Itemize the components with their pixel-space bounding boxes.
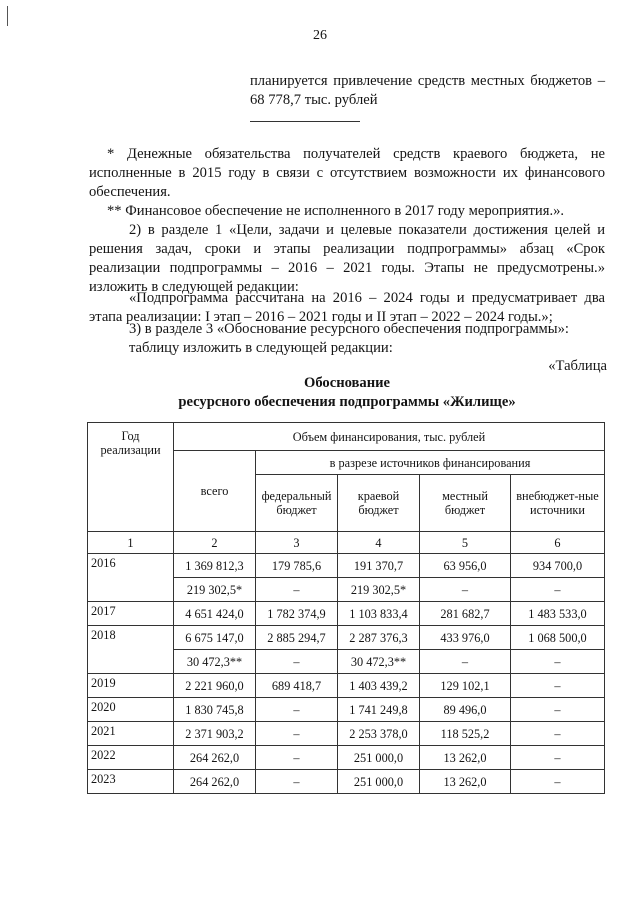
cell-local: – <box>420 578 511 602</box>
cell-extra: – <box>511 722 605 746</box>
cell-extra: 1 483 533,0 <box>511 602 605 626</box>
cell-federal: 2 885 294,7 <box>256 626 338 650</box>
footnote-1-line-3: обеспечения. <box>89 184 171 200</box>
table-row <box>88 626 605 650</box>
cell-year: 2022 <box>88 746 174 770</box>
cell-regional: 1 403 439,2 <box>338 674 420 698</box>
point-2-line-2: решения задач, сроки и этапы реализации подпрограммы» абзац «Срок <box>89 241 605 257</box>
cell-local: – <box>420 650 511 674</box>
cell-local: 118 525,2 <box>420 722 511 746</box>
cell-local: 281 682,7 <box>420 602 511 626</box>
cell-regional: 2 253 378,0 <box>338 722 420 746</box>
footnote-2-line: ** Финансовое обеспечение не исполненного в 2017 году мероприятия.». <box>107 203 565 219</box>
header-volume: Объем финансирования, тыс. рублей <box>174 423 605 451</box>
point-2-line-4: изложить в следующей редакции: <box>89 279 299 295</box>
intro-paragraph <box>250 72 605 110</box>
table-title-line-2: ресурсного обеспечения подпрограммы «Жилище» <box>178 394 516 410</box>
table-row <box>88 602 605 626</box>
cell-total: 1 369 812,3 <box>174 554 256 578</box>
column-number: 4 <box>338 532 420 554</box>
cell-total: 30 472,3** <box>174 650 256 674</box>
cell-federal: – <box>256 578 338 602</box>
cell-regional: 191 370,7 <box>338 554 420 578</box>
column-number: 1 <box>88 532 174 554</box>
cell-year: 2021 <box>88 722 174 746</box>
cell-federal: – <box>256 770 338 794</box>
header-federal: федеральный бюджет <box>256 475 338 532</box>
cell-year: 2020 <box>88 698 174 722</box>
footnote-1-line-1: * Денежные обязательства получателей средств краевого бюджета, не <box>107 146 605 162</box>
cell-total: 1 830 745,8 <box>174 698 256 722</box>
cell-regional: 219 302,5* <box>338 578 420 602</box>
cell-federal: – <box>256 722 338 746</box>
header-extra: внебюджет-ные источники <box>511 475 605 532</box>
header-local: местный бюджет <box>420 475 511 532</box>
cell-federal: 179 785,6 <box>256 554 338 578</box>
table-row <box>88 674 605 698</box>
cell-extra: 1 068 500,0 <box>511 626 605 650</box>
cell-regional: 1 103 833,4 <box>338 602 420 626</box>
cell-federal: – <box>256 650 338 674</box>
point-2-line-3: реализации подпрограммы – 2016 – 2021 годы. Этапы не предусмотрены.» <box>89 260 605 276</box>
point-3-line-2: таблицу изложить в следующей редакции: <box>129 340 393 356</box>
cell-year: 2019 <box>88 674 174 698</box>
cell-local: 433 976,0 <box>420 626 511 650</box>
cell-extra: – <box>511 770 605 794</box>
cell-regional: 2 287 376,3 <box>338 626 420 650</box>
header-year: Год реализации <box>88 423 174 532</box>
intro-line-1: планируется привлечение средств местных бюджетов – <box>250 73 605 89</box>
footnote-separator <box>250 121 360 122</box>
header-regional: краевой бюджет <box>338 475 420 532</box>
cell-extra: – <box>511 674 605 698</box>
column-number: 6 <box>511 532 605 554</box>
header-sources: в разрезе источников финансирования <box>256 451 605 475</box>
table-row <box>88 554 605 578</box>
intro-line-2: 68 778,7 тыс. рублей <box>250 92 378 108</box>
cell-extra: – <box>511 746 605 770</box>
cell-federal: 1 782 374,9 <box>256 602 338 626</box>
cell-extra: – <box>511 578 605 602</box>
cell-year: 2017 <box>88 602 174 626</box>
point-3-line-1: 3) в разделе 3 «Обоснование ресурсного обеспечения подпрограммы»: <box>129 321 569 337</box>
cell-extra: – <box>511 650 605 674</box>
cell-regional: 1 741 249,8 <box>338 698 420 722</box>
cell-regional: 30 472,3** <box>338 650 420 674</box>
footnote-1-line-2: исполненные в 2015 году в связи с отсутствием возможности их финансового <box>89 165 605 181</box>
cell-extra: 934 700,0 <box>511 554 605 578</box>
point-2-paragraph <box>89 221 605 297</box>
cell-total: 4 651 424,0 <box>174 602 256 626</box>
cell-total: 2 221 960,0 <box>174 674 256 698</box>
cell-local: 13 262,0 <box>420 746 511 770</box>
column-number: 2 <box>174 532 256 554</box>
scan-edge-mark <box>7 6 8 26</box>
cell-federal: 689 418,7 <box>256 674 338 698</box>
financing-table <box>87 422 605 794</box>
page-number: 26 <box>313 28 327 43</box>
cell-local: 63 956,0 <box>420 554 511 578</box>
column-number: 5 <box>420 532 511 554</box>
point-2-line-1: 2) в разделе 1 «Цели, задачи и целевые показатели достижения целей и <box>129 222 605 238</box>
point-3-paragraph <box>89 320 605 358</box>
table-caption: «Таблица <box>548 358 607 374</box>
cell-year: 2018 <box>88 626 174 674</box>
cell-regional: 251 000,0 <box>338 746 420 770</box>
quote-line-2: этапа реализации: I этап – 2016 – 2021 годы и II этап – 2022 – 2024 годы.»; <box>89 309 553 325</box>
table-row <box>88 722 605 746</box>
cell-federal: – <box>256 698 338 722</box>
column-number: 3 <box>256 532 338 554</box>
cell-total: 219 302,5* <box>174 578 256 602</box>
cell-regional: 251 000,0 <box>338 770 420 794</box>
quote-line-1: «Подпрограмма рассчитана на 2016 – 2024 годы и предусматривает два <box>129 290 605 306</box>
cell-federal: – <box>256 746 338 770</box>
table-row <box>88 770 605 794</box>
cell-total: 264 262,0 <box>174 770 256 794</box>
cell-extra: – <box>511 698 605 722</box>
footnote-2 <box>107 202 607 221</box>
table-row <box>88 698 605 722</box>
cell-total: 264 262,0 <box>174 746 256 770</box>
cell-year: 2016 <box>88 554 174 602</box>
cell-year: 2023 <box>88 770 174 794</box>
footnote-1 <box>89 145 605 202</box>
cell-local: 89 496,0 <box>420 698 511 722</box>
table-title-line-1: Обоснование <box>303 375 391 391</box>
cell-total: 6 675 147,0 <box>174 626 256 650</box>
cell-local: 129 102,1 <box>420 674 511 698</box>
header-total: всего <box>174 451 256 532</box>
table-row <box>88 746 605 770</box>
cell-total: 2 371 903,2 <box>174 722 256 746</box>
cell-local: 13 262,0 <box>420 770 511 794</box>
